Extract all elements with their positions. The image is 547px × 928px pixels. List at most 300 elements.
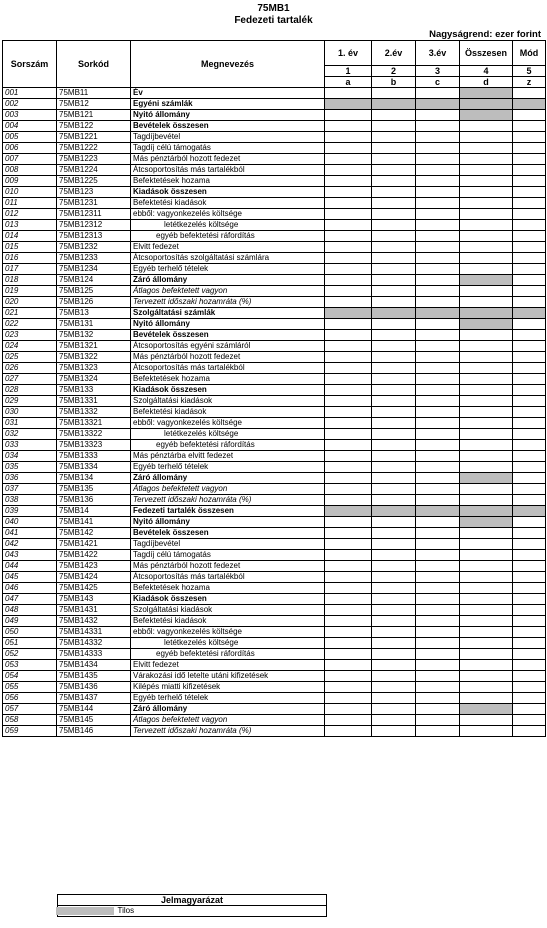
value-cell[interactable] [416,121,460,132]
value-cell[interactable] [460,616,513,627]
value-cell[interactable] [416,154,460,165]
value-cell[interactable] [372,385,416,396]
value-cell[interactable] [372,198,416,209]
value-cell[interactable] [416,209,460,220]
forbidden-cell [460,473,513,484]
value-cell[interactable] [372,418,416,429]
row-code: 75MB1324 [57,374,131,385]
value-cell[interactable] [460,594,513,605]
value-cell[interactable] [372,660,416,671]
value-cell[interactable] [513,539,546,550]
value-cell[interactable] [460,143,513,154]
row-code: 75MB143 [57,594,131,605]
row-number: 057 [3,704,57,715]
value-cell[interactable] [460,418,513,429]
value-cell[interactable] [325,198,372,209]
value-cell[interactable] [372,209,416,220]
value-cell[interactable] [416,429,460,440]
value-cell[interactable] [325,528,372,539]
value-cell[interactable] [513,363,546,374]
value-cell[interactable] [372,154,416,165]
unit-label: Nagyságrend: ezer forint [429,29,541,40]
value-cell[interactable] [416,704,460,715]
value-cell[interactable] [325,616,372,627]
value-cell[interactable] [372,297,416,308]
forbidden-cell [460,99,513,110]
value-cell[interactable] [513,198,546,209]
value-cell[interactable] [372,462,416,473]
value-cell[interactable] [372,176,416,187]
value-cell[interactable] [416,539,460,550]
value-cell[interactable] [513,88,546,99]
value-cell[interactable] [325,253,372,264]
value-cell[interactable] [372,110,416,121]
value-cell[interactable] [460,231,513,242]
value-cell[interactable] [372,451,416,462]
value-cell[interactable] [325,418,372,429]
value-cell[interactable] [325,275,372,286]
value-cell[interactable] [325,693,372,704]
value-cell[interactable] [416,220,460,231]
value-cell[interactable] [416,231,460,242]
forbidden-cell [372,308,416,319]
value-cell[interactable] [416,550,460,561]
value-cell[interactable] [416,374,460,385]
value-cell[interactable] [372,407,416,418]
value-cell[interactable] [416,110,460,121]
value-cell[interactable] [325,473,372,484]
value-cell[interactable] [513,385,546,396]
value-cell[interactable] [513,165,546,176]
value-cell[interactable] [372,715,416,726]
value-cell[interactable] [513,143,546,154]
value-cell[interactable] [513,495,546,506]
value-cell[interactable] [325,539,372,550]
value-cell[interactable] [513,693,546,704]
row-number: 036 [3,473,57,484]
value-cell[interactable] [325,583,372,594]
value-cell[interactable] [513,594,546,605]
value-cell[interactable] [372,363,416,374]
value-cell[interactable] [372,231,416,242]
value-cell[interactable] [325,220,372,231]
value-cell[interactable] [325,660,372,671]
value-cell[interactable] [460,132,513,143]
row-number: 022 [3,319,57,330]
value-cell[interactable] [416,341,460,352]
value-cell[interactable] [513,660,546,671]
value-cell[interactable] [325,319,372,330]
row-code: 75MB13321 [57,418,131,429]
value-cell[interactable] [372,253,416,264]
value-cell[interactable] [325,561,372,572]
value-cell[interactable] [513,561,546,572]
value-cell[interactable] [513,231,546,242]
value-cell[interactable] [372,264,416,275]
value-cell[interactable] [460,121,513,132]
value-cell[interactable] [325,330,372,341]
value-cell[interactable] [460,539,513,550]
value-cell[interactable] [372,704,416,715]
value-cell[interactable] [372,561,416,572]
value-cell[interactable] [416,726,460,737]
value-cell[interactable] [460,605,513,616]
value-cell[interactable] [372,121,416,132]
value-cell[interactable] [372,341,416,352]
value-cell[interactable] [416,88,460,99]
value-cell[interactable] [372,649,416,660]
value-cell[interactable] [416,561,460,572]
value-cell[interactable] [460,352,513,363]
value-cell[interactable] [513,132,546,143]
value-cell[interactable] [325,176,372,187]
value-cell[interactable] [372,484,416,495]
value-cell[interactable] [513,319,546,330]
value-cell[interactable] [460,561,513,572]
value-cell[interactable] [416,165,460,176]
value-cell[interactable] [325,649,372,660]
value-cell[interactable] [513,649,546,660]
row-label: Tervezett időszaki hozamráta (%) [131,495,325,506]
value-cell[interactable] [372,187,416,198]
value-cell[interactable] [460,429,513,440]
value-cell[interactable] [372,627,416,638]
value-cell[interactable] [416,286,460,297]
value-cell[interactable] [416,187,460,198]
row-code: 75MB12 [57,99,131,110]
row-label: Tervezett időszaki hozamráta (%) [131,297,325,308]
value-cell[interactable] [325,231,372,242]
value-cell[interactable] [372,495,416,506]
value-cell[interactable] [513,451,546,462]
value-cell[interactable] [325,187,372,198]
value-cell[interactable] [416,242,460,253]
row-number: 047 [3,594,57,605]
value-cell[interactable] [325,638,372,649]
table-row [3,704,546,715]
value-cell[interactable] [372,220,416,231]
value-cell[interactable] [416,682,460,693]
value-cell[interactable] [372,528,416,539]
value-cell[interactable] [325,264,372,275]
value-cell[interactable] [460,165,513,176]
value-cell[interactable] [325,572,372,583]
value-cell[interactable] [460,209,513,220]
header-col-5: Mód [513,41,546,66]
value-cell[interactable] [372,583,416,594]
value-cell[interactable] [325,517,372,528]
value-cell[interactable] [513,528,546,539]
value-cell[interactable] [416,396,460,407]
value-cell[interactable] [416,363,460,374]
value-cell[interactable] [325,286,372,297]
value-cell[interactable] [325,352,372,363]
value-cell[interactable] [416,275,460,286]
value-cell[interactable] [416,660,460,671]
value-cell[interactable] [460,264,513,275]
value-cell[interactable] [513,176,546,187]
value-cell[interactable] [325,495,372,506]
value-cell[interactable] [513,616,546,627]
value-cell[interactable] [513,715,546,726]
value-cell[interactable] [416,330,460,341]
row-number: 044 [3,561,57,572]
value-cell[interactable] [513,341,546,352]
value-cell[interactable] [416,385,460,396]
value-cell[interactable] [372,88,416,99]
value-cell[interactable] [513,187,546,198]
value-cell[interactable] [416,319,460,330]
value-cell[interactable] [513,627,546,638]
value-cell[interactable] [460,297,513,308]
value-cell[interactable] [460,715,513,726]
value-cell[interactable] [372,726,416,737]
value-cell[interactable] [460,330,513,341]
value-cell[interactable] [513,275,546,286]
value-cell[interactable] [460,253,513,264]
value-cell[interactable] [325,605,372,616]
value-cell[interactable] [325,704,372,715]
value-cell[interactable] [325,297,372,308]
value-cell[interactable] [416,616,460,627]
value-cell[interactable] [325,374,372,385]
value-cell[interactable] [325,671,372,682]
value-cell[interactable] [513,726,546,737]
value-cell[interactable] [325,462,372,473]
value-cell[interactable] [513,550,546,561]
table-row [3,528,546,539]
value-cell[interactable] [460,572,513,583]
value-cell[interactable] [513,297,546,308]
row-label: Átlagos befektetett vagyon [131,286,325,297]
value-cell[interactable] [513,330,546,341]
value-cell[interactable] [513,253,546,264]
value-cell[interactable] [416,418,460,429]
value-cell[interactable] [325,88,372,99]
value-cell[interactable] [460,374,513,385]
value-cell[interactable] [325,385,372,396]
value-cell[interactable] [416,198,460,209]
value-cell[interactable] [460,682,513,693]
value-cell[interactable] [513,440,546,451]
value-cell[interactable] [460,462,513,473]
value-cell[interactable] [372,671,416,682]
value-cell[interactable] [325,484,372,495]
value-cell[interactable] [372,374,416,385]
value-cell[interactable] [460,484,513,495]
value-cell[interactable] [325,154,372,165]
value-cell[interactable] [372,275,416,286]
value-cell[interactable] [372,143,416,154]
value-cell[interactable] [372,682,416,693]
value-cell[interactable] [372,352,416,363]
value-cell[interactable] [416,605,460,616]
value-cell[interactable] [460,440,513,451]
value-cell[interactable] [416,528,460,539]
table-row [3,143,546,154]
value-cell[interactable] [460,286,513,297]
value-cell[interactable] [460,396,513,407]
value-cell[interactable] [325,110,372,121]
value-cell[interactable] [372,473,416,484]
value-cell[interactable] [460,638,513,649]
value-cell[interactable] [372,616,416,627]
value-cell[interactable] [325,132,372,143]
value-cell[interactable] [513,110,546,121]
value-cell[interactable] [460,550,513,561]
value-cell[interactable] [460,660,513,671]
value-cell[interactable] [372,286,416,297]
value-cell[interactable] [460,495,513,506]
value-cell[interactable] [416,715,460,726]
value-cell[interactable] [513,682,546,693]
value-cell[interactable] [416,484,460,495]
value-cell[interactable] [325,165,372,176]
value-cell[interactable] [416,495,460,506]
value-cell[interactable] [372,396,416,407]
value-cell[interactable] [513,462,546,473]
value-cell[interactable] [416,572,460,583]
value-cell[interactable] [416,451,460,462]
value-cell[interactable] [460,363,513,374]
value-cell[interactable] [460,385,513,396]
value-cell[interactable] [325,242,372,253]
value-cell[interactable] [513,121,546,132]
value-cell[interactable] [325,627,372,638]
value-cell[interactable] [460,198,513,209]
value-cell[interactable] [372,429,416,440]
value-cell[interactable] [416,649,460,660]
value-cell[interactable] [513,517,546,528]
value-cell[interactable] [325,451,372,462]
value-cell[interactable] [460,726,513,737]
value-cell[interactable] [325,143,372,154]
value-cell[interactable] [460,154,513,165]
value-cell[interactable] [460,242,513,253]
value-cell[interactable] [416,473,460,484]
value-cell[interactable] [325,726,372,737]
value-cell[interactable] [513,671,546,682]
value-cell[interactable] [325,594,372,605]
value-cell[interactable] [416,253,460,264]
value-cell[interactable] [325,363,372,374]
value-cell[interactable] [416,462,460,473]
value-cell[interactable] [416,264,460,275]
value-cell[interactable] [460,187,513,198]
value-cell[interactable] [416,638,460,649]
table-row [3,506,546,517]
header-num-1: 1 [325,66,372,77]
value-cell[interactable] [513,638,546,649]
table-row [3,275,546,286]
value-cell[interactable] [372,330,416,341]
value-cell[interactable] [372,594,416,605]
value-cell[interactable] [513,429,546,440]
value-cell[interactable] [416,671,460,682]
value-cell[interactable] [325,682,372,693]
value-cell[interactable] [513,264,546,275]
value-cell[interactable] [513,220,546,231]
value-cell[interactable] [513,352,546,363]
value-cell[interactable] [416,517,460,528]
value-cell[interactable] [372,572,416,583]
value-cell[interactable] [513,242,546,253]
value-cell[interactable] [372,693,416,704]
value-cell[interactable] [372,517,416,528]
value-cell[interactable] [460,451,513,462]
row-number: 038 [3,495,57,506]
value-cell[interactable] [416,407,460,418]
value-cell[interactable] [513,418,546,429]
value-cell[interactable] [372,319,416,330]
row-number: 043 [3,550,57,561]
value-cell[interactable] [325,209,372,220]
value-cell[interactable] [513,286,546,297]
value-cell[interactable] [372,132,416,143]
value-cell[interactable] [513,704,546,715]
value-cell[interactable] [325,429,372,440]
value-cell[interactable] [325,440,372,451]
value-cell[interactable] [460,341,513,352]
value-cell[interactable] [460,671,513,682]
value-cell[interactable] [460,693,513,704]
value-cell[interactable] [372,165,416,176]
value-cell[interactable] [513,572,546,583]
row-label: Egyéb terhelő tételek [131,693,325,704]
value-cell[interactable] [513,396,546,407]
row-number: 055 [3,682,57,693]
value-cell[interactable] [416,440,460,451]
value-cell[interactable] [416,627,460,638]
value-cell[interactable] [416,594,460,605]
value-cell[interactable] [460,176,513,187]
value-cell[interactable] [325,396,372,407]
value-cell[interactable] [460,583,513,594]
value-cell[interactable] [416,352,460,363]
value-cell[interactable] [416,143,460,154]
value-cell[interactable] [325,715,372,726]
value-cell[interactable] [372,539,416,550]
value-cell[interactable] [416,693,460,704]
value-cell[interactable] [513,583,546,594]
value-cell[interactable] [416,297,460,308]
value-cell[interactable] [416,583,460,594]
value-cell[interactable] [513,209,546,220]
value-cell[interactable] [513,154,546,165]
value-cell[interactable] [325,407,372,418]
value-cell[interactable] [416,176,460,187]
value-cell[interactable] [372,638,416,649]
value-cell[interactable] [372,242,416,253]
value-cell[interactable] [325,121,372,132]
value-cell[interactable] [513,605,546,616]
value-cell[interactable] [513,374,546,385]
value-cell[interactable] [372,440,416,451]
value-cell[interactable] [325,341,372,352]
value-cell[interactable] [460,627,513,638]
value-cell[interactable] [460,407,513,418]
value-cell[interactable] [325,550,372,561]
value-cell[interactable] [460,528,513,539]
value-cell[interactable] [460,649,513,660]
value-cell[interactable] [460,220,513,231]
value-cell[interactable] [416,132,460,143]
value-cell[interactable] [372,550,416,561]
value-cell[interactable] [513,473,546,484]
value-cell[interactable] [513,484,546,495]
value-cell[interactable] [513,407,546,418]
value-cell[interactable] [372,605,416,616]
